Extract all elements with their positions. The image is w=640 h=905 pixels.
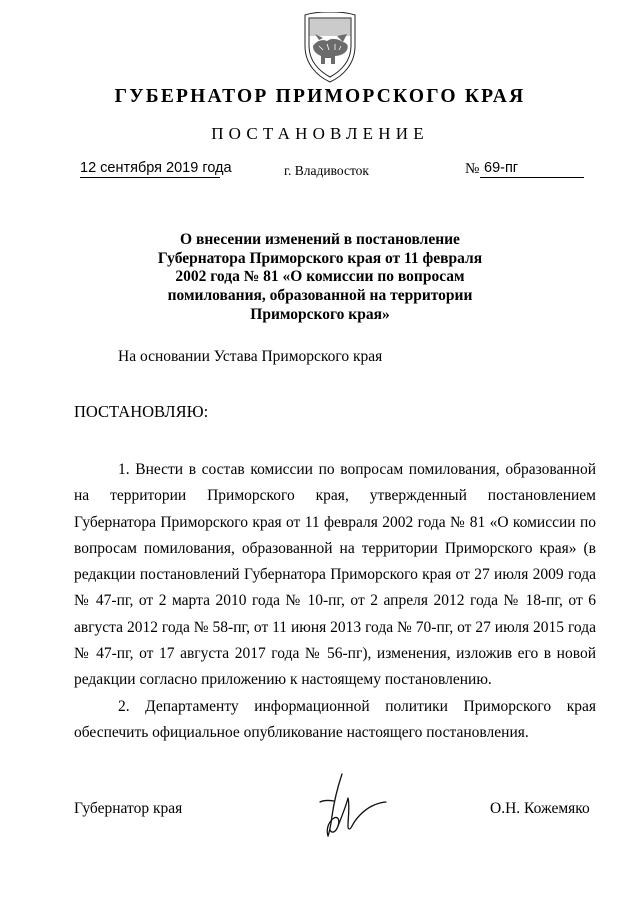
heading-line: Приморского края»: [250, 305, 390, 323]
heading-line: Губернатора Приморского края от 11 февраля: [157, 249, 483, 267]
document-heading: [120, 231, 520, 325]
heading-line: О внесении изменений в постановление: [180, 231, 460, 248]
heading-line: помилования, образованной на территории: [167, 287, 473, 305]
legal-basis: На основании Устава Приморского края: [118, 348, 383, 365]
number-sign: №: [465, 161, 480, 177]
document-number: 69-пг: [480, 160, 584, 178]
handwritten-signature: [308, 772, 388, 842]
page-title: ГУБЕРНАТОР ПРИМОРСКОГО КРАЯ: [114, 86, 526, 107]
document-city: г. Владивосток: [284, 163, 369, 178]
signer-title: Губернатор края: [74, 800, 183, 817]
coat-of-arms-icon: [299, 12, 361, 84]
paragraph-1: 1. Внести в состав комиссии по вопросам помилования, образованной на территории Приморского края, утвержденный постановлением Губернатора Приморского края от 11 февраля 2002 года № 81 «О комиссии по вопросам помилования, образованной на территории Приморского края» (в редакции постановлений Губернатора Приморского края от 27 июля 2009 года № 47-пг, от 2 марта 2010 года № 10-пг, от 2 апреля 2012 года № 18-пг, от 6 августа 2012 года № 58-пг, от 11 июня 2013 года № 70-пг, от 27 июля 2015 года № 47-пг, от 17 августа 2017 года № 56-пг), изменения, изложив его в новой редакции согласно приложению к настоящему постановлению.: [74, 461, 596, 689]
document-date: 12 сентября 2019 года: [80, 160, 232, 176]
document-type: ПОСТАНОВЛЕНИЕ: [211, 124, 429, 143]
heading-line: 2002 года № 81 «О комиссии по вопросам: [175, 268, 465, 286]
paragraph-2: 2. Департаменту информационной политики Приморского края обеспечить официальное опубликование настоящего постановления.: [74, 698, 596, 742]
decree-word: ПОСТАНОВЛЯЮ:: [74, 402, 209, 421]
signer-name: О.Н. Кожемяко: [490, 800, 590, 817]
